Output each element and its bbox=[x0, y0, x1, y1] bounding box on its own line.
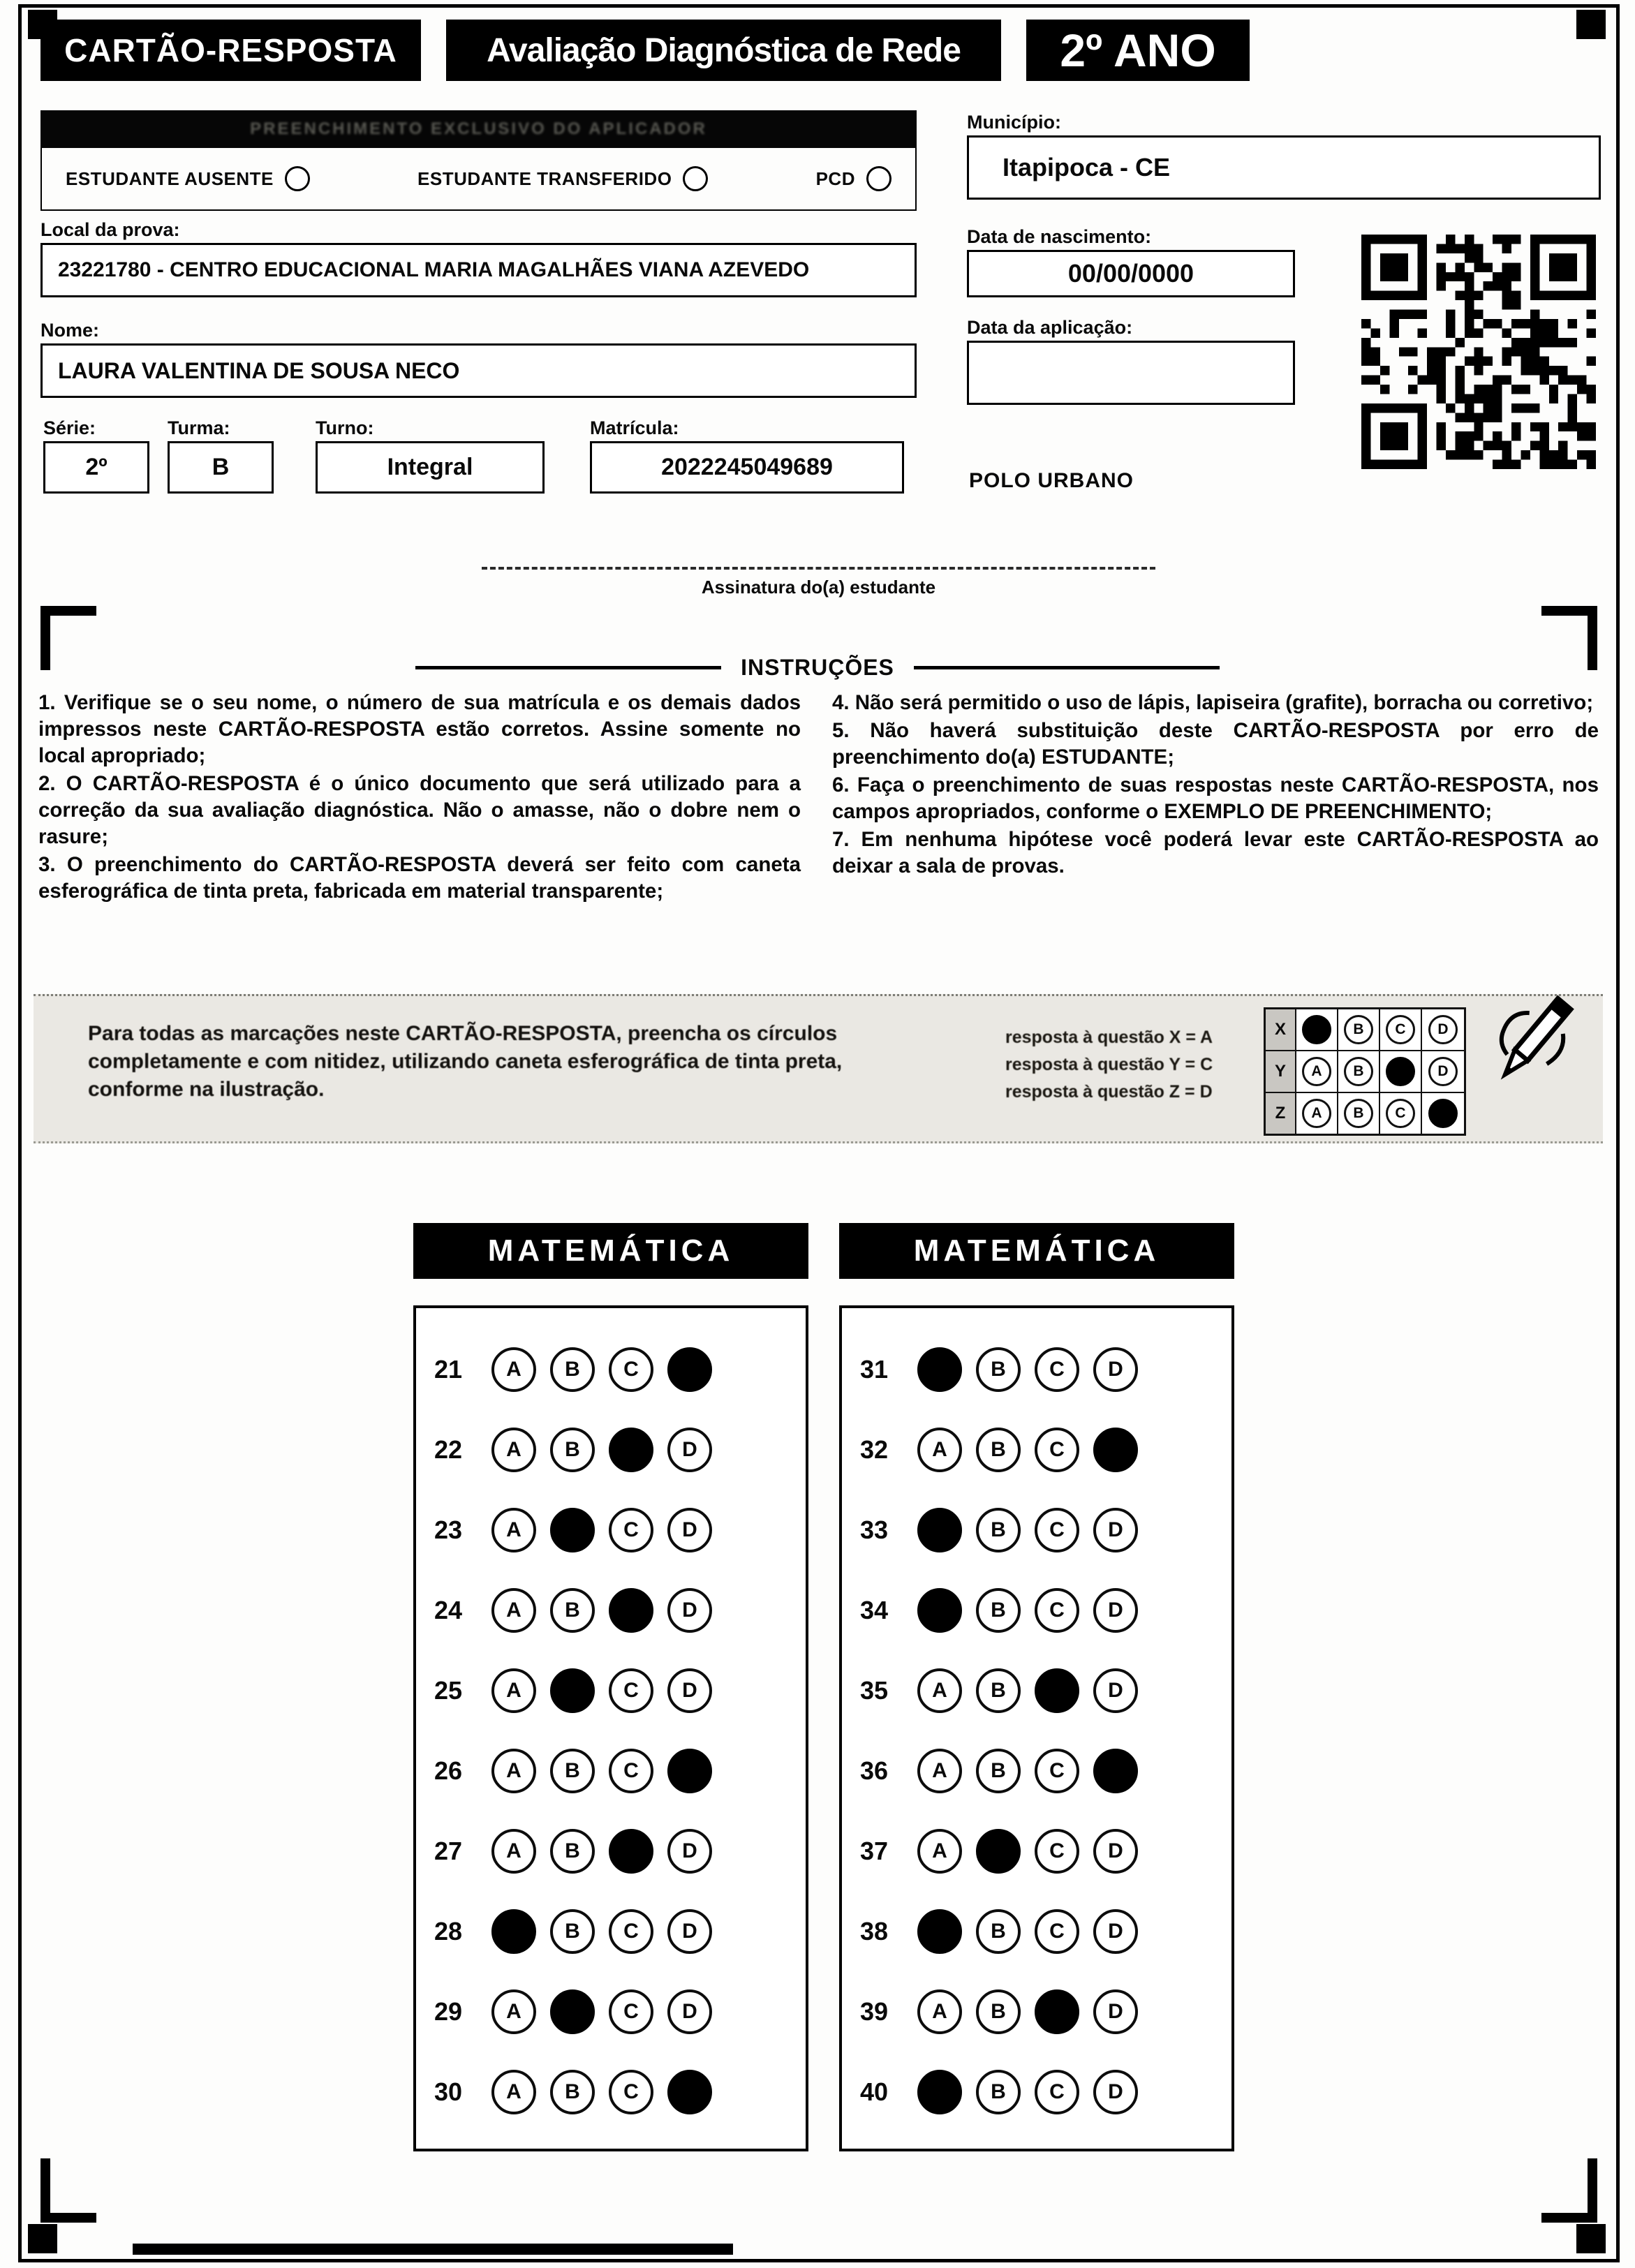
question-number: 23 bbox=[434, 1515, 463, 1544]
answer-column bbox=[839, 1223, 1234, 2151]
answer-bubble-32-B[interactable]: B bbox=[976, 1428, 1021, 1472]
example-cell bbox=[1338, 1051, 1380, 1092]
answer-row-32 bbox=[860, 1409, 1231, 1490]
answer-row-40 bbox=[860, 2052, 1231, 2132]
answer-bubble-26-B[interactable]: B bbox=[550, 1749, 595, 1793]
grade-badge: 2º ANO bbox=[1026, 20, 1250, 81]
answer-bubble-28-B[interactable]: B bbox=[550, 1909, 595, 1954]
answer-bubble-27-C[interactable] bbox=[609, 1829, 653, 1874]
answer-row-34 bbox=[860, 1570, 1231, 1650]
example-cell bbox=[1296, 1009, 1338, 1050]
fill-example-grid bbox=[1264, 1007, 1466, 1136]
question-number: 21 bbox=[434, 1354, 463, 1384]
shift-label: Turno: bbox=[316, 417, 374, 438]
answer-row-36 bbox=[860, 1730, 1231, 1811]
answer-bubble-23-D[interactable]: D bbox=[667, 1508, 712, 1552]
answer-bubble-34-A[interactable] bbox=[917, 1588, 962, 1633]
example-legend-line: resposta à questão X = A bbox=[1005, 1028, 1213, 1047]
answer-panel bbox=[413, 1305, 808, 2151]
instructions-rule-right bbox=[914, 666, 1220, 669]
example-grid-row bbox=[1266, 1050, 1464, 1092]
question-number: 28 bbox=[434, 1916, 463, 1945]
instructions-rule-left bbox=[415, 666, 721, 669]
example-cell bbox=[1296, 1093, 1338, 1134]
status-option-estudante-transferido bbox=[417, 166, 708, 191]
answer-bubble-29-A[interactable]: A bbox=[491, 1989, 536, 2034]
exam-location-label: Local da prova: bbox=[40, 219, 180, 240]
answer-bubble-28-D[interactable]: D bbox=[667, 1909, 712, 1954]
answer-bubble-24-B[interactable]: B bbox=[550, 1588, 595, 1633]
answer-bubble-24-A[interactable]: A bbox=[491, 1588, 536, 1633]
example-bubble-Z-C: C bbox=[1386, 1099, 1415, 1128]
answer-bubble-31-B[interactable]: B bbox=[976, 1347, 1021, 1392]
status-option-bubble[interactable] bbox=[866, 166, 892, 191]
answer-row-39 bbox=[860, 1971, 1231, 2052]
answer-row-38 bbox=[860, 1891, 1231, 1971]
answer-bubble-36-C[interactable]: C bbox=[1035, 1749, 1079, 1793]
qr-code bbox=[1361, 235, 1596, 469]
answer-bubble-35-B[interactable]: B bbox=[976, 1668, 1021, 1713]
answer-bubble-39-A[interactable]: A bbox=[917, 1989, 962, 2034]
answer-bubble-39-D[interactable]: D bbox=[1093, 1989, 1138, 2034]
answer-bubble-35-A[interactable]: A bbox=[917, 1668, 962, 1713]
instructions-title: INSTRUÇÕES bbox=[741, 655, 894, 680]
example-bubble-Z-D bbox=[1428, 1099, 1458, 1128]
question-number: 35 bbox=[860, 1675, 889, 1705]
answer-bubble-22-B[interactable]: B bbox=[550, 1428, 595, 1472]
answer-bubble-22-D[interactable]: D bbox=[667, 1428, 712, 1472]
fill-example-band bbox=[34, 994, 1603, 1143]
grade-label: Série: bbox=[43, 417, 96, 438]
answer-bubble-34-C[interactable]: C bbox=[1035, 1588, 1079, 1633]
answer-bubble-23-C[interactable]: C bbox=[609, 1508, 653, 1552]
answer-bubble-29-C[interactable]: C bbox=[609, 1989, 653, 2034]
answer-row-26 bbox=[434, 1730, 806, 1811]
answer-bubble-40-C[interactable]: C bbox=[1035, 2070, 1079, 2114]
example-bubble-Y-D: D bbox=[1428, 1057, 1458, 1086]
status-option-pcd bbox=[816, 166, 892, 191]
answer-bubble-40-D[interactable]: D bbox=[1093, 2070, 1138, 2114]
instruction-item: 2. O CARTÃO-RESPOSTA é o único documento que será utilizado para a correção da sua avaliação diagnóstica. Não o amasse, não o dobre nem o rasure; bbox=[38, 772, 801, 848]
example-row-label: X bbox=[1266, 1009, 1296, 1050]
question-number: 39 bbox=[860, 1996, 889, 2026]
answer-bubble-24-D[interactable]: D bbox=[667, 1588, 712, 1633]
question-number: 26 bbox=[434, 1756, 463, 1785]
answer-row-21 bbox=[434, 1329, 806, 1409]
status-option-label: PCD bbox=[815, 168, 855, 189]
answer-bubble-31-C[interactable]: C bbox=[1035, 1347, 1079, 1392]
grade-field: 2º bbox=[43, 441, 149, 494]
form-title: CARTÃO-RESPOSTA bbox=[40, 20, 421, 81]
instruction-item: 7. Em nenhuma hipótese você poderá levar este CARTÃO-RESPOSTA ao deixar a sala de provas. bbox=[832, 828, 1599, 877]
answers-area bbox=[413, 1223, 1234, 2151]
enrollment-field: 2022245049689 bbox=[590, 441, 904, 494]
application-date-field bbox=[967, 341, 1295, 405]
question-number: 36 bbox=[860, 1756, 889, 1785]
question-number: 32 bbox=[860, 1435, 889, 1464]
example-cell bbox=[1380, 1093, 1422, 1134]
answer-bubble-21-D[interactable] bbox=[667, 1347, 712, 1392]
answer-row-29 bbox=[434, 1971, 806, 2052]
question-number: 27 bbox=[434, 1836, 463, 1865]
example-cell bbox=[1296, 1051, 1338, 1092]
question-number: 34 bbox=[860, 1595, 889, 1624]
status-option-label: ESTUDANTE AUSENTE bbox=[66, 168, 274, 189]
example-bubble-X-B: B bbox=[1344, 1015, 1373, 1044]
example-row-label: Z bbox=[1266, 1093, 1296, 1134]
student-name-field: LAURA VALENTINA DE SOUSA NECO bbox=[40, 343, 917, 398]
instruction-item: 5. Não haverá substituição deste CARTÃO-RESPOSTA por erro de preenchimento do(a) ESTUDANTE; bbox=[832, 719, 1599, 769]
answer-bubble-38-A[interactable] bbox=[917, 1909, 962, 1954]
question-number: 25 bbox=[434, 1675, 463, 1705]
example-bubble-X-D: D bbox=[1428, 1015, 1458, 1044]
answer-row-22 bbox=[434, 1409, 806, 1490]
answer-bubble-27-A[interactable]: A bbox=[491, 1829, 536, 1874]
answer-bubble-36-B[interactable]: B bbox=[976, 1749, 1021, 1793]
question-number: 31 bbox=[860, 1354, 889, 1384]
answer-bubble-21-C[interactable]: C bbox=[609, 1347, 653, 1392]
example-bubble-Z-A: A bbox=[1302, 1099, 1331, 1128]
subject-header: MATEMÁTICA bbox=[839, 1223, 1234, 1279]
answer-row-37 bbox=[860, 1811, 1231, 1891]
answer-bubble-32-D[interactable] bbox=[1093, 1428, 1138, 1472]
instructions-column-left bbox=[38, 690, 801, 906]
fill-example-legend bbox=[1005, 1024, 1243, 1106]
answer-bubble-28-C[interactable]: C bbox=[609, 1909, 653, 1954]
birthdate-field: 00/00/0000 bbox=[967, 250, 1295, 297]
registration-mark-bottom-left bbox=[28, 2224, 57, 2253]
answer-bubble-39-C[interactable] bbox=[1035, 1989, 1079, 2034]
signature-line[interactable] bbox=[482, 567, 1155, 570]
answer-bubble-38-D[interactable]: D bbox=[1093, 1909, 1138, 1954]
question-number: 38 bbox=[860, 1916, 889, 1945]
answer-bubble-21-B[interactable]: B bbox=[550, 1347, 595, 1392]
answer-panel bbox=[839, 1305, 1234, 2151]
example-bubble-X-A bbox=[1302, 1015, 1331, 1044]
answer-bubble-38-C[interactable]: C bbox=[1035, 1909, 1079, 1954]
question-number: 33 bbox=[860, 1515, 889, 1544]
bottom-black-bar bbox=[133, 2244, 733, 2255]
answer-bubble-24-C[interactable] bbox=[609, 1588, 653, 1633]
answer-bubble-23-A[interactable]: A bbox=[491, 1508, 536, 1552]
example-legend-line: resposta à questão Y = C bbox=[1005, 1055, 1213, 1074]
exam-location-field: 23221780 - CENTRO EDUCACIONAL MARIA MAGALHÃES VIANA AZEVEDO bbox=[40, 243, 917, 297]
answer-bubble-39-B[interactable]: B bbox=[976, 1989, 1021, 2034]
polo-urbano-text: POLO URBANO bbox=[969, 469, 1134, 492]
answer-bubble-33-B[interactable]: B bbox=[976, 1508, 1021, 1552]
answer-bubble-36-D[interactable] bbox=[1093, 1749, 1138, 1793]
instructions-header bbox=[0, 655, 1635, 681]
instruction-item: 3. O preenchimento do CARTÃO-RESPOSTA deverá ser feito com caneta esferográfica de tinta preta, fabricada em material transparente; bbox=[38, 853, 801, 903]
answer-bubble-31-D[interactable]: D bbox=[1093, 1347, 1138, 1392]
answer-bubble-22-A[interactable]: A bbox=[491, 1428, 536, 1472]
answer-bubble-30-A[interactable]: A bbox=[491, 2070, 536, 2114]
example-cell bbox=[1380, 1009, 1422, 1050]
answer-bubble-27-D[interactable]: D bbox=[667, 1829, 712, 1874]
instruction-item: 1. Verifique se o seu nome, o número de sua matrícula e os demais dados impressos neste CARTÃO-RESPOSTA estão corretos. Assine somente no local apropriado; bbox=[38, 691, 801, 767]
example-bubble-Z-B: B bbox=[1344, 1099, 1373, 1128]
answer-row-33 bbox=[860, 1490, 1231, 1570]
answer-bubble-27-B[interactable]: B bbox=[550, 1829, 595, 1874]
header bbox=[40, 20, 1250, 81]
question-number: 29 bbox=[434, 1996, 463, 2026]
answer-bubble-34-B[interactable]: B bbox=[976, 1588, 1021, 1633]
answer-bubble-22-C[interactable] bbox=[609, 1428, 653, 1472]
student-status-options bbox=[40, 148, 917, 211]
example-bubble-Y-B: B bbox=[1344, 1057, 1373, 1086]
answer-bubble-30-D[interactable] bbox=[667, 2070, 712, 2114]
applicator-section-bar bbox=[40, 110, 917, 148]
subject-header: MATEMÁTICA bbox=[413, 1223, 808, 1279]
answer-row-31 bbox=[860, 1329, 1231, 1409]
answer-bubble-37-D[interactable]: D bbox=[1093, 1829, 1138, 1874]
answer-row-25 bbox=[434, 1650, 806, 1730]
answer-bubble-33-C[interactable]: C bbox=[1035, 1508, 1079, 1552]
answer-row-23 bbox=[434, 1490, 806, 1570]
example-cell bbox=[1338, 1009, 1380, 1050]
question-number: 22 bbox=[434, 1435, 463, 1464]
answer-bubble-40-A[interactable] bbox=[917, 2070, 962, 2114]
municipality-field: Itapipoca - CE bbox=[967, 135, 1601, 200]
answer-row-28 bbox=[434, 1891, 806, 1971]
status-option-bubble[interactable] bbox=[683, 166, 708, 191]
answer-bubble-37-A[interactable]: A bbox=[917, 1829, 962, 1874]
answer-bubble-33-D[interactable]: D bbox=[1093, 1508, 1138, 1552]
instructions-column-right bbox=[832, 690, 1599, 881]
answer-bubble-26-A[interactable]: A bbox=[491, 1749, 536, 1793]
example-legend-line: resposta à questão Z = D bbox=[1005, 1082, 1213, 1102]
answer-row-35 bbox=[860, 1650, 1231, 1730]
example-row-label: Y bbox=[1266, 1051, 1296, 1092]
municipality-label: Município: bbox=[967, 112, 1061, 133]
answer-bubble-29-D[interactable]: D bbox=[667, 1989, 712, 2034]
answer-bubble-30-B[interactable]: B bbox=[550, 2070, 595, 2114]
example-cell bbox=[1338, 1093, 1380, 1134]
answer-bubble-31-A[interactable] bbox=[917, 1347, 962, 1392]
enrollment-label: Matrícula: bbox=[590, 417, 679, 438]
registration-mark-top-right bbox=[1576, 10, 1606, 39]
answer-bubble-25-C[interactable]: C bbox=[609, 1668, 653, 1713]
bracket-mark-bottom-left bbox=[40, 2158, 96, 2223]
answer-bubble-29-B[interactable] bbox=[550, 1989, 595, 2034]
answer-bubble-34-D[interactable]: D bbox=[1093, 1588, 1138, 1633]
bracket-mark-bottom-right bbox=[1541, 2158, 1597, 2223]
answer-column bbox=[413, 1223, 808, 2151]
application-date-label: Data da aplicação: bbox=[967, 317, 1133, 338]
answer-bubble-33-A[interactable] bbox=[917, 1508, 962, 1552]
answer-bubble-28-A[interactable] bbox=[491, 1909, 536, 1954]
shift-field: Integral bbox=[316, 441, 545, 494]
answer-bubble-25-A[interactable]: A bbox=[491, 1668, 536, 1713]
question-number: 30 bbox=[434, 2077, 463, 2106]
example-bubble-Y-C bbox=[1386, 1057, 1415, 1086]
question-number: 24 bbox=[434, 1595, 463, 1624]
answer-bubble-35-C[interactable] bbox=[1035, 1668, 1079, 1713]
answer-bubble-40-B[interactable]: B bbox=[976, 2070, 1021, 2114]
instruction-item: 6. Faça o preenchimento de suas respostas neste CARTÃO-RESPOSTA, nos campos apropriados, conforme o EXEMPLO DE PREENCHIMENTO; bbox=[832, 773, 1599, 823]
applicator-section-title: PREENCHIMENTO EXCLUSIVO DO APLICADOR bbox=[250, 119, 707, 138]
instruction-item: 4. Não será permitido o uso de lápis, lapiseira (grafite), borracha ou corretivo; bbox=[832, 691, 1594, 714]
example-bubble-X-C: C bbox=[1386, 1015, 1415, 1044]
answer-bubble-23-B[interactable] bbox=[550, 1508, 595, 1552]
status-option-label: ESTUDANTE TRANSFERIDO bbox=[417, 168, 672, 189]
example-grid-row bbox=[1266, 1092, 1464, 1134]
answer-row-27 bbox=[434, 1811, 806, 1891]
answer-bubble-38-B[interactable]: B bbox=[976, 1909, 1021, 1954]
registration-mark-bottom-right bbox=[1576, 2224, 1606, 2253]
answer-row-30 bbox=[434, 2052, 806, 2132]
answer-bubble-36-A[interactable]: A bbox=[917, 1749, 962, 1793]
class-label: Turma: bbox=[168, 417, 230, 438]
answer-bubble-21-A[interactable]: A bbox=[491, 1347, 536, 1392]
student-name-label: Nome: bbox=[40, 320, 100, 341]
answer-bubble-37-C[interactable]: C bbox=[1035, 1829, 1079, 1874]
example-grid-row bbox=[1266, 1009, 1464, 1050]
assessment-title: Avaliação Diagnóstica de Rede bbox=[446, 20, 1001, 81]
answer-bubble-32-C[interactable]: C bbox=[1035, 1428, 1079, 1472]
question-number: 37 bbox=[860, 1836, 889, 1865]
question-number: 40 bbox=[860, 2077, 889, 2106]
status-option-estudante-ausente bbox=[66, 166, 310, 191]
signature-label: Assinatura do(a) estudante bbox=[701, 577, 936, 598]
example-cell bbox=[1380, 1051, 1422, 1092]
answer-bubble-37-B[interactable] bbox=[976, 1829, 1021, 1874]
answer-bubble-35-D[interactable]: D bbox=[1093, 1668, 1138, 1713]
answer-row-24 bbox=[434, 1570, 806, 1650]
answer-bubble-26-D[interactable] bbox=[667, 1749, 712, 1793]
answer-bubble-25-B[interactable] bbox=[550, 1668, 595, 1713]
pen-hand-illustration bbox=[1458, 978, 1597, 1118]
answer-bubble-32-A[interactable]: A bbox=[917, 1428, 962, 1472]
fill-example-text: Para todas as marcações neste CARTÃO-RESPOSTA, preencha os círculos completamente e com nitidez, utilizando caneta esferográfica de tinta preta, conforme na ilustração. bbox=[88, 1022, 843, 1101]
answer-bubble-26-C[interactable]: C bbox=[609, 1749, 653, 1793]
status-option-bubble[interactable] bbox=[285, 166, 310, 191]
answer-bubble-30-C[interactable]: C bbox=[609, 2070, 653, 2114]
example-bubble-Y-A: A bbox=[1302, 1057, 1331, 1086]
class-field: B bbox=[168, 441, 274, 494]
birthdate-label: Data de nascimento: bbox=[967, 226, 1152, 247]
answer-bubble-25-D[interactable]: D bbox=[667, 1668, 712, 1713]
